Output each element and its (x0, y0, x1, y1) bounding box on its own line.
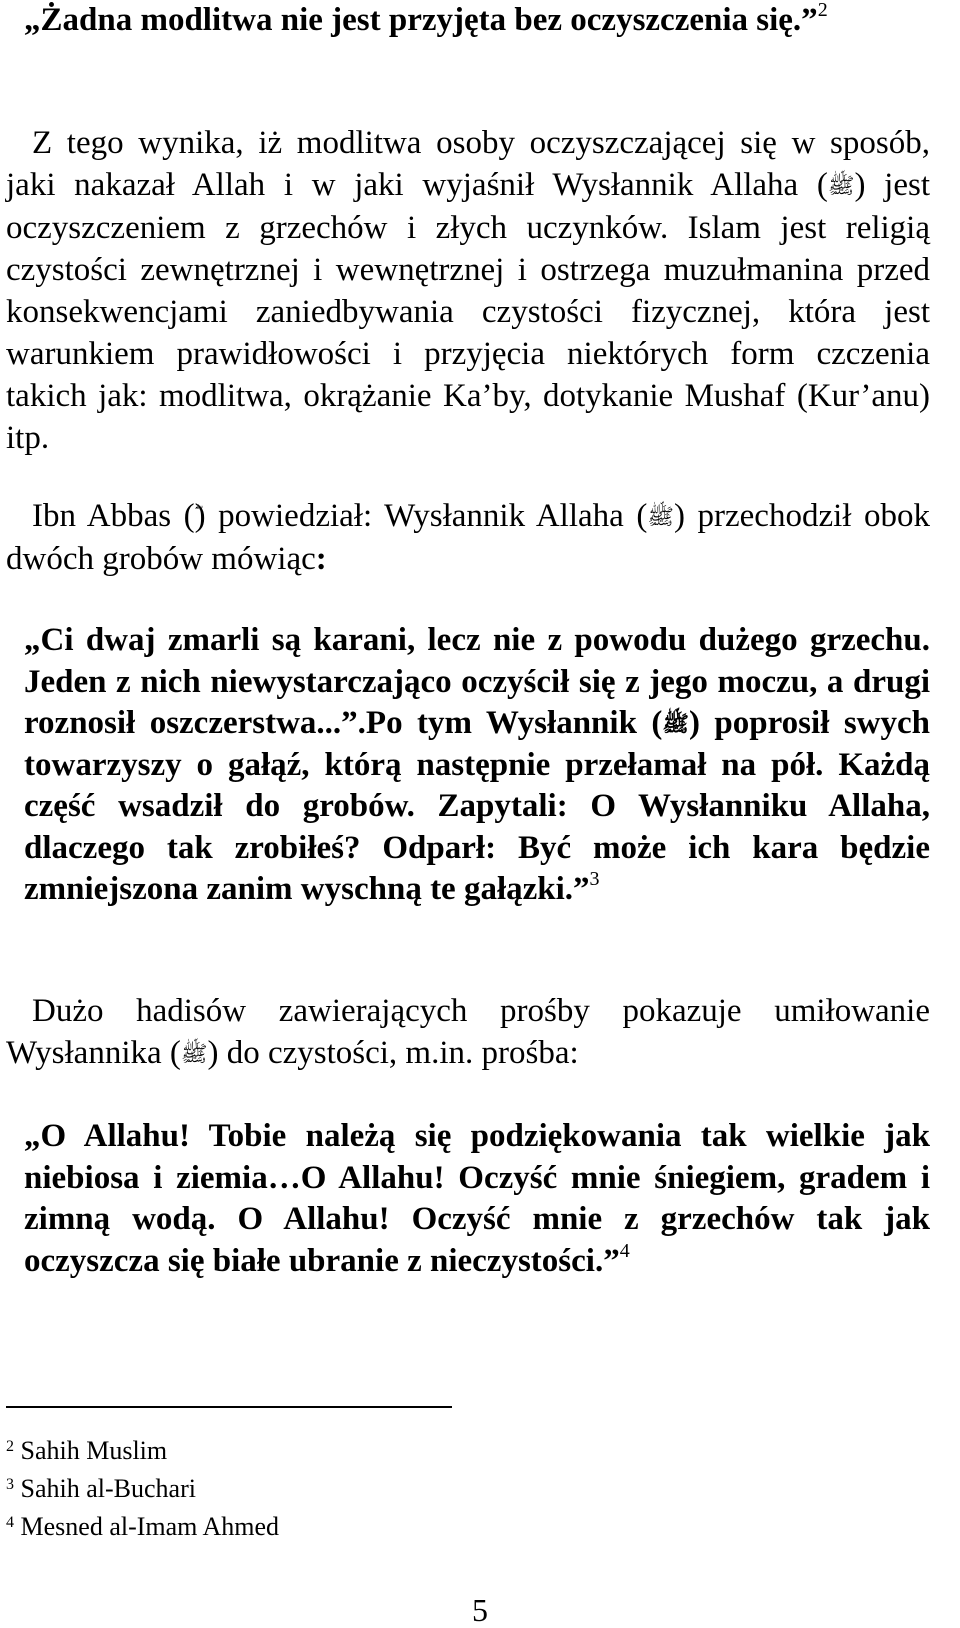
footnote-2: $^2$ Sahih Muslim (6, 1436, 168, 1465)
dua-quote: „O Allahu! Tobie należą się podziękowania tak wielkie jak niebiosa i ziemia…O Allahu! Oczyść mnie śniegiem, gradem i zimną wodą. O Allahu! Oczyść mnie z grzechów tak jak oczyszcza się białe ubranie z nieczystości.”$^4$ (24, 1118, 930, 1279)
salutation-symbol: ﷺ (647, 504, 674, 529)
salutation-symbol: ﷺ (662, 711, 689, 736)
salutation-symbol: ﷺ (827, 173, 855, 198)
footnote-ref-3: 3 (589, 868, 600, 890)
paragraph-supplications: Dużo hadisów zawierających prośby pokazuje umiłowanie Wysłannika (ﷺ) do czystości, m.in. prośba: (6, 993, 930, 1071)
footnote-ref-2: 2 (817, 0, 828, 21)
hadith-quote-1: „Żadna modlitwa nie jest przyjęta bez oczyszczenia się.”$^2$ (24, 0, 828, 38)
page-number: 5 (472, 1592, 488, 1628)
footnote-4: $^4$ Mesned al-Imam Ahmed (6, 1512, 279, 1541)
footnote-3: $^3$ Sahih al-Buchari (6, 1474, 196, 1503)
hadith-quote-2: „Ci dwaj zmarli są karani, lecz nie z powodu dużego grzechu. Jeden z nich niewystarczająco oczyścił się z jego moczu, a drugi roznosił oszczerstwa...”.Po tym Wysłannik (ﷺ) poprosił swych towarzyszy o gałąź, którą następnie przełamał na pół. Każdą część wsadził do grobów. Zapytali: O Wysłanniku Allaha, dlaczego tak zrobiłeś? Odparł: Być może ich kara będzie zmniejszona zanim wyschną te gałązki.”$^3$ (24, 622, 931, 907)
footnote-ref-4: 4 (619, 1239, 630, 1262)
paragraph-purification: Z tego wynika, iż modlitwa osoby oczyszczającej się w sposób, jaki nakazał Allah i w jaki wyjaśnił Wysłannik Allaha (ﷺ) jest oczyszczeniem z grzechów i złych uczynków. Islam jest religią czystości zewnętrznej i wewnętrznej i ostrzega muzułmanina przed konsekwencjami zaniedbywania czystości fizycznej, która jest warunkiem prawidłowości i przyjęcia niektórych form czczenia takich jak: modlitwa, okrążanie Ka’by, dotykanie Mushaf (Kur’anu) itp. (6, 125, 930, 456)
footnote-divider (6, 1406, 452, 1408)
paragraph-ibn-abbas: Ibn Abbas () powiedział: Wysłannik Allaha (ﷺ) przechodził obok dwóch grobów mówiąc: (6, 498, 930, 577)
salutation-symbol: ﷺ (180, 1041, 208, 1066)
